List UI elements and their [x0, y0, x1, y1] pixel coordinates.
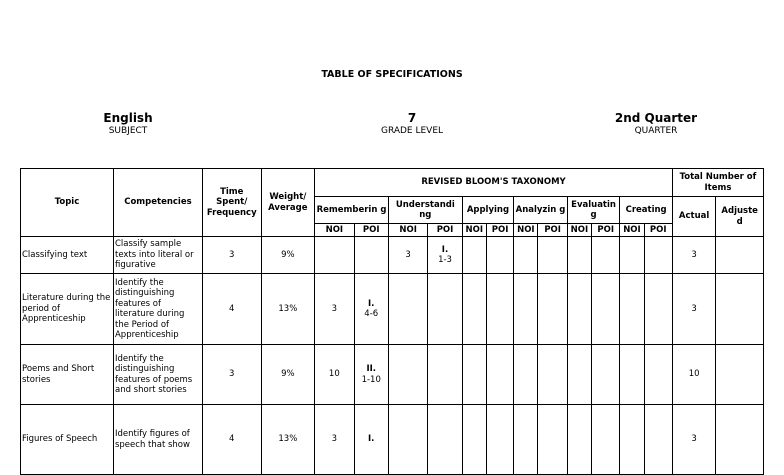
competency-cell: Identify figures of speech that show: [113, 405, 202, 475]
empty-cell: [462, 274, 486, 345]
level-applying-header: Applying: [462, 197, 514, 224]
remembering-noi-cell: 3: [315, 274, 354, 345]
topic-cell: Literature during the period of Apprenticeship: [21, 274, 114, 345]
weight-cell: 9%: [261, 237, 315, 274]
empty-cell: [644, 237, 672, 274]
actual-cell: 3: [672, 274, 715, 345]
empty-cell: [538, 405, 567, 475]
empty-cell: [514, 345, 538, 405]
remembering-noi-cell: [315, 237, 354, 274]
poi-items: 4-6: [364, 309, 379, 319]
adjusted-header: Adjuste d: [716, 197, 764, 237]
adjusted-cell: [716, 405, 764, 475]
competency-cell: Classify sample texts into literal or figurative: [113, 237, 202, 274]
empty-cell: [592, 237, 620, 274]
understanding-noi-cell: 3: [388, 237, 427, 274]
empty-cell: [644, 274, 672, 345]
grade-level-block: [332, 111, 492, 137]
table-row: [21, 274, 764, 345]
poi-header: POI: [592, 224, 620, 237]
empty-cell: [620, 405, 644, 475]
empty-cell: [462, 345, 486, 405]
empty-cell: [644, 405, 672, 475]
remembering-poi-cell: [354, 405, 388, 475]
subject-label: SUBJECT: [108, 126, 148, 136]
poi-level: I.: [441, 244, 449, 255]
poi-items: 1-10: [361, 374, 381, 385]
empty-cell: [388, 405, 427, 475]
noi-header: NOI: [462, 224, 486, 237]
noi-header: NOI: [315, 224, 354, 237]
weight-header: Weight/ Average: [261, 169, 315, 237]
competencies-header: Competencies: [113, 169, 202, 237]
time-cell: 4: [202, 405, 261, 475]
empty-cell: [620, 345, 644, 405]
weight-cell: 13%: [261, 405, 315, 475]
competency-cell: Identify the distinguishing features of poems and short stories: [113, 345, 202, 405]
time-cell: 4: [202, 274, 261, 345]
empty-cell: [567, 405, 591, 475]
poi-header: POI: [538, 224, 567, 237]
poi-header: POI: [354, 224, 388, 237]
empty-cell: [592, 345, 620, 405]
poi-items: 1-3: [438, 255, 452, 265]
empty-cell: [486, 237, 513, 274]
empty-cell: [567, 345, 591, 405]
level-analyzing-header: Analyzin g: [514, 197, 568, 224]
empty-cell: [428, 345, 462, 405]
total-items-header: Total Number of Items: [672, 169, 763, 197]
level-understanding-header: Understandi ng: [388, 197, 462, 224]
weight-cell: 9%: [261, 345, 315, 405]
empty-cell: [428, 274, 462, 345]
subject-block: [48, 111, 208, 137]
empty-cell: [388, 274, 427, 345]
poi-header: POI: [428, 224, 462, 237]
time-cell: 3: [202, 345, 261, 405]
remembering-noi-cell: 10: [315, 345, 354, 405]
actual-cell: 3: [672, 405, 715, 475]
adjusted-cell: [716, 237, 764, 274]
remembering-poi-cell: [354, 237, 388, 274]
noi-header: NOI: [567, 224, 591, 237]
adjusted-cell: [716, 274, 764, 345]
empty-cell: [514, 237, 538, 274]
competency-cell: Identify the distinguishing features of literature during the Period of Apprenticeship: [113, 274, 202, 345]
empty-cell: [538, 274, 567, 345]
empty-cell: [567, 274, 591, 345]
empty-cell: [462, 237, 486, 274]
empty-cell: [538, 345, 567, 405]
empty-cell: [514, 274, 538, 345]
level-evaluating-header: Evaluatin g: [567, 197, 620, 224]
remembering-noi-cell: 3: [315, 405, 354, 475]
empty-cell: [462, 405, 486, 475]
empty-cell: [486, 274, 513, 345]
empty-cell: [486, 405, 513, 475]
poi-level: I.: [368, 434, 375, 445]
grade-level-label: GRADE LEVEL: [380, 126, 444, 136]
grade-level-value: 7: [407, 111, 417, 125]
empty-cell: [620, 274, 644, 345]
empty-cell: [388, 345, 427, 405]
empty-cell: [514, 405, 538, 475]
table-row: [21, 345, 764, 405]
subject-value: English: [103, 111, 153, 125]
level-creating-header: Creating: [620, 197, 673, 224]
level-remembering-header: Rememberin g: [315, 197, 389, 224]
table-row: [21, 405, 764, 475]
poi-header: POI: [486, 224, 513, 237]
empty-cell: [592, 405, 620, 475]
empty-cell: [644, 345, 672, 405]
quarter-block: [576, 111, 736, 137]
actual-cell: 3: [672, 237, 715, 274]
empty-cell: [428, 405, 462, 475]
noi-header: NOI: [620, 224, 644, 237]
empty-cell: [538, 237, 567, 274]
actual-header: Actual: [672, 197, 715, 237]
empty-cell: [567, 237, 591, 274]
specifications-table: [20, 168, 764, 475]
document-title: TABLE OF SPECIFICATIONS: [321, 69, 463, 80]
poi-header: POI: [644, 224, 672, 237]
time-cell: 3: [202, 237, 261, 274]
topic-cell: Figures of Speech: [21, 405, 114, 475]
weight-cell: 13%: [261, 274, 315, 345]
remembering-poi-cell: [354, 345, 388, 405]
poi-level: I.: [368, 298, 375, 309]
empty-cell: [592, 274, 620, 345]
topic-cell: Poems and Short stories: [21, 345, 114, 405]
time-spent-header: Time Spent/ Frequency: [202, 169, 261, 237]
blooms-taxonomy-header: REVISED BLOOM'S TAXONOMY: [315, 169, 673, 197]
adjusted-cell: [716, 345, 764, 405]
quarter-label: QUARTER: [634, 126, 678, 136]
topic-header: Topic: [21, 169, 114, 237]
understanding-poi-cell: [428, 237, 462, 274]
noi-header: NOI: [388, 224, 427, 237]
actual-cell: 10: [672, 345, 715, 405]
remembering-poi-cell: [354, 274, 388, 345]
poi-level: II.: [366, 364, 376, 374]
noi-header: NOI: [514, 224, 538, 237]
table-row: [21, 237, 764, 274]
topic-cell: Classifying text: [21, 237, 114, 274]
empty-cell: [620, 237, 644, 274]
empty-cell: [486, 345, 513, 405]
quarter-value: 2nd Quarter: [614, 111, 698, 125]
